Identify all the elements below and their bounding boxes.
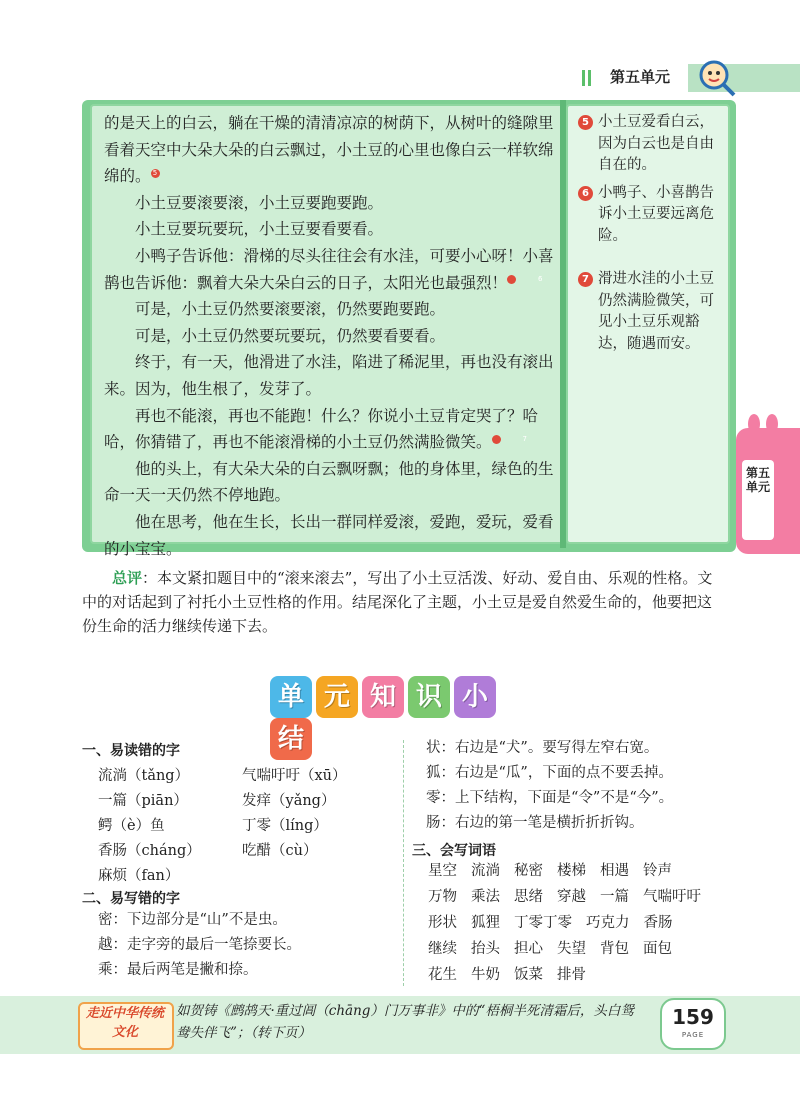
list-item: 狐：右边是“瓜”，下面的点不要丢掉。 [426, 765, 673, 781]
vocab-word: 乘法 [471, 889, 500, 905]
story-paragraph: 可是，小土豆仍然要玩要玩，仍然要看要看。 [135, 326, 446, 345]
note-marker: 6 [507, 275, 516, 284]
banner-char: 小 [454, 676, 496, 718]
vocab-word: 形状 [428, 915, 457, 931]
unit-title: 第五单元 [610, 68, 671, 86]
mascot-magnifier-icon [697, 58, 737, 98]
vocab-word: 抬头 [471, 941, 500, 957]
story-paragraph: 他的头上，有大朵大朵的白云飘呀飘；他的身体里，绿色的生命一天一天仍然不停地跑。 [104, 459, 554, 505]
page-number: 159 [672, 1005, 714, 1029]
list-item: 发痒（yǎng） [242, 793, 336, 809]
vocab-word: 排骨 [557, 967, 586, 983]
story-paragraph: 小土豆要滚要滚，小土豆要跑要跑。 [135, 193, 384, 212]
unit-summary-banner [270, 676, 522, 754]
vocab-word: 星空 [428, 863, 457, 879]
banner-char: 结 [270, 718, 312, 760]
story-paragraph: 他在思考，他在生长，长出一群同样爱滚，爱跑，爱玩，爱看的小宝宝。 [104, 512, 554, 558]
list-item: 密：下边部分是“山”不是虫。 [98, 912, 287, 928]
section-title: 三、会写词语 [412, 843, 496, 859]
vocab-word: 铃声 [643, 863, 672, 879]
vocab-word: 丁零丁零 [514, 915, 572, 931]
page-badge [660, 998, 726, 1050]
comment-text: ：本文紧扣题目中的“滚来滚去”，写出了小土豆活泼、好动、爱自由、乐观的性格。文中的对话起到了衬托小土豆性格的作用。结尾深化了主题，小土豆是爱自然爱生命的，他要把这份生命的活力继续传递下去。 [82, 569, 713, 635]
vocab-word: 万物 [428, 889, 457, 905]
story-paragraph: 的是天上的白云，躺在干燥的清清凉凉的树荫下，从树叶的缝隙里看着天空中大朵大朵的白云飘过，小土豆的心里也像白云一样软绵绵的。 5 [104, 114, 554, 186]
page-label: PAGE [681, 1031, 705, 1039]
list-item: 状：右边是“犬”。要写得左窄右宽。 [426, 740, 659, 756]
footer-text: 如贺铸《鹧鸪天·重过阊（chāng）门万事非》中的“梧桐半死清霜后，头白鸳鸯失伴飞”；（转下页） [176, 1003, 634, 1041]
section-title: 一、易读错的字 [82, 743, 180, 759]
margin-note: 6 小鸭子、小喜鹊告诉小土豆要远离危险。 [578, 183, 716, 248]
vocab-word: 流淌 [471, 863, 500, 879]
banner-char: 单 [270, 676, 312, 718]
vocab-word: 花生 [428, 967, 457, 983]
summary-right-column [412, 736, 732, 983]
story-paragraph: 小鸭子告诉他：滑梯的尽头往往会有水洼，可要小心呀！小喜鹊也告诉他：飘着大朵大朵白云的日子，太阳光也最强烈！ 6 [104, 246, 554, 292]
vocab-row [428, 858, 728, 884]
list-item: 香肠（cháng） [98, 843, 201, 859]
writing-rules-list [98, 908, 398, 983]
list-item: 肠：右边的第一笔是横折折折钩。 [426, 815, 644, 831]
list-item: 鳄（è）鱼 [98, 818, 165, 834]
list-item: 一篇（piān） [98, 793, 188, 809]
note-number: 5 [578, 115, 593, 130]
vocab-word: 担心 [514, 941, 543, 957]
vocab-word: 面包 [643, 941, 672, 957]
story-text [104, 110, 556, 562]
margin-notes [578, 112, 716, 355]
note-number: 6 [578, 186, 593, 201]
vocab-word: 狐狸 [471, 915, 500, 931]
column-divider [403, 740, 404, 986]
summary-comment [82, 566, 722, 638]
note-marker: 5 [151, 169, 160, 178]
vocab-word: 香肠 [643, 915, 673, 931]
story-paragraph: 小土豆要玩要玩，小土豆要看要看。 [135, 220, 384, 239]
vocab-word: 失望 [557, 941, 586, 957]
vocab-word: 相遇 [600, 863, 629, 879]
vocab-word: 巧克力 [586, 915, 630, 931]
vocab-word: 气喘吁吁 [643, 889, 701, 905]
list-item: 丁零（líng） [242, 818, 328, 834]
banner-char: 识 [408, 676, 450, 718]
vocab-word: 穿越 [557, 889, 586, 905]
vocab-word: 背包 [600, 941, 629, 957]
list-item: 气喘吁吁（xū） [242, 768, 347, 784]
vocab-row [428, 910, 728, 936]
note-marker: 7 [492, 435, 501, 444]
section-title: 二、易写错的字 [82, 891, 180, 907]
margin-note: 7 滑进水洼的小土豆仍然满脸微笑，可见小土豆乐观豁达，随遇而安。 [578, 269, 716, 355]
list-item: 吃醋（cù） [242, 843, 318, 859]
note-number: 7 [578, 272, 593, 287]
vocab-word: 楼梯 [557, 863, 586, 879]
list-item: 乘：最后两笔是撇和捺。 [98, 962, 258, 978]
story-paragraph: 可是，小土豆仍然要滚要滚，仍然要跑要跑。 [135, 300, 446, 319]
story-paragraph: 终于，有一天，他滑进了水洼，陷进了稀泥里，再也没有滚出来。因为，他生根了，发芽了。 [104, 353, 554, 398]
side-tab-label: 第五单元 [746, 466, 771, 494]
vocab-row [428, 936, 728, 962]
comment-label: 总评 [112, 569, 143, 587]
vocabulary-list [428, 858, 728, 988]
vocab-row [428, 884, 728, 910]
vocab-word: 牛奶 [471, 967, 500, 983]
banner-char: 知 [362, 676, 404, 718]
vocab-word: 饭菜 [514, 967, 543, 983]
list-item: 零：上下结构，下面是“令”不是“今”。 [426, 790, 674, 806]
vocab-word: 思绪 [514, 889, 543, 905]
list-item: 流淌（tǎng） [98, 768, 190, 784]
list-item: 麻烦（fan） [98, 868, 180, 884]
list-item: 越：走字旁的最后一笔捺要长。 [98, 937, 301, 953]
vocab-word: 一篇 [600, 889, 629, 905]
book-spine [560, 100, 566, 548]
culture-stamp-text: 走近中华传统文化 [85, 1006, 164, 1040]
margin-note: 5 小土豆爱看白云，因为白云也是自由自在的。 [578, 112, 716, 177]
vocab-row [428, 962, 728, 988]
header-bars [582, 70, 596, 86]
banner-char: 元 [316, 676, 358, 718]
vocab-word: 秘密 [514, 863, 543, 879]
story-paragraph: 再也不能滚，再也不能跑！什么？你说小土豆肯定哭了？哈哈，你猜错了，再也不能滚滑梯的小土豆仍然满脸微笑。 7 [104, 406, 539, 452]
vocab-word: 继续 [428, 941, 457, 957]
